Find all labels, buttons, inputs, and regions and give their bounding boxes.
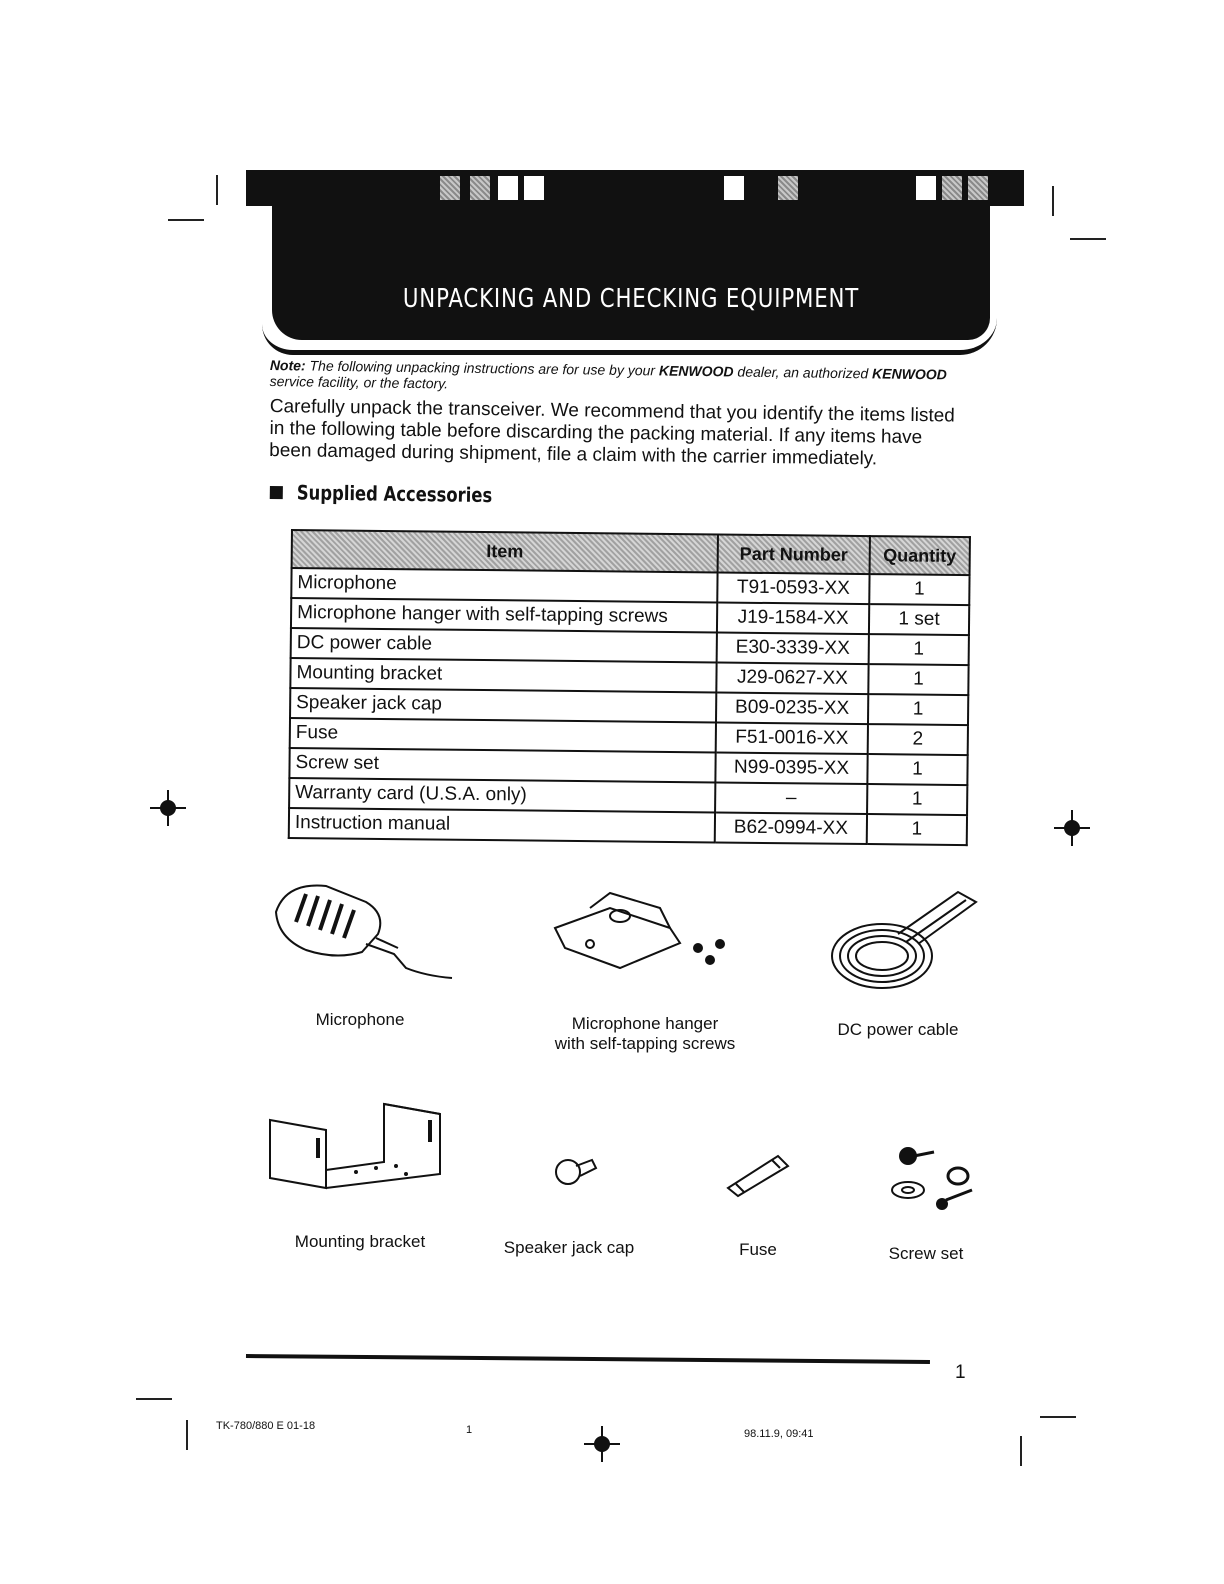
column-header-part-number: Part Number <box>718 534 870 574</box>
quantity-cell: 1 <box>868 664 968 695</box>
microphone-hanger-illustration <box>550 888 740 978</box>
brand-name: KENWOOD <box>658 362 734 380</box>
note-paragraph <box>270 357 960 399</box>
registration-mark-icon <box>1054 810 1090 846</box>
print-timestamp: 98.11.9, 09:41 <box>744 1428 814 1440</box>
item-cell: Speaker jack cap <box>290 688 716 722</box>
quantity-cell: 1 <box>869 574 969 605</box>
sheet-number: 1 <box>466 1424 473 1436</box>
dc-power-cable-illustration <box>828 884 978 996</box>
part-number-cell: F51-0016-XX <box>716 722 868 754</box>
item-cell: Instruction manual <box>289 808 715 842</box>
figure-caption-jack-cap: Speaker jack cap <box>503 1238 635 1257</box>
note-text: dealer, an authorized <box>733 363 873 382</box>
registration-mark-icon <box>584 1426 620 1462</box>
crop-mark <box>1070 238 1106 240</box>
mounting-bracket-illustration <box>266 1094 448 1202</box>
caption-line: with self-tapping screws <box>554 1034 736 1053</box>
part-number-cell: J29-0627-XX <box>716 662 868 694</box>
accessories-table-wrapper <box>288 529 971 846</box>
microphone-illustration <box>266 872 456 982</box>
note-text: service facility, or the factory. <box>269 372 449 392</box>
figure-caption-hanger <box>530 1014 760 1054</box>
figure-caption-microphone: Microphone <box>315 1010 405 1029</box>
color-bar-swatch <box>498 176 518 200</box>
part-number-cell: J19-1584-XX <box>717 602 869 634</box>
brand-name: KENWOOD <box>872 365 947 383</box>
part-number-cell: B09-0235-XX <box>716 692 868 724</box>
part-number-cell: N99-0395-XX <box>715 752 867 784</box>
quantity-cell: 1 <box>867 754 967 785</box>
header-banner-underline <box>262 318 997 355</box>
figure-caption-bracket: Mounting bracket <box>294 1232 426 1251</box>
registration-mark-icon <box>150 790 186 826</box>
section-title: Supplied Accessories <box>296 480 493 508</box>
quantity-cell: 1 <box>867 784 967 815</box>
color-bar-swatch <box>916 176 936 200</box>
figure-caption-screw-set: Screw set <box>888 1244 964 1263</box>
doc-code: TK-780/880 E 01-18 <box>216 1420 316 1432</box>
color-bar-swatch <box>470 176 490 200</box>
item-cell: Warranty card (U.S.A. only) <box>289 778 715 812</box>
part-number-cell: T91-0593-XX <box>717 572 869 604</box>
intro-paragraph: Carefully unpack the transceiver. We recommend that you identify the items listed in the following table before discarding the packing material. If any items have been damaged during shipment, file a claim with the carrier immediately. <box>269 396 955 470</box>
quantity-cell: 1 <box>867 814 967 845</box>
column-header-quantity: Quantity <box>870 536 970 575</box>
note-text: The following unpacking instructions are for use by your <box>305 357 660 379</box>
crop-mark <box>1052 186 1054 216</box>
color-bar-swatch <box>942 176 962 200</box>
quantity-cell: 1 <box>868 694 968 725</box>
column-header-item: Item <box>292 530 718 572</box>
quantity-cell: 1 set <box>869 604 969 635</box>
page-number: 1 <box>955 1362 966 1383</box>
part-number-cell: E30-3339-XX <box>717 632 869 664</box>
crop-mark <box>186 1420 188 1450</box>
quantity-cell: 1 <box>869 634 969 665</box>
section-heading <box>270 480 536 508</box>
color-bar-swatch <box>524 176 544 200</box>
table-row <box>289 808 967 845</box>
item-cell: Microphone <box>291 568 717 602</box>
item-cell: DC power cable <box>291 628 717 662</box>
square-bullet-icon <box>270 485 283 498</box>
item-cell: Fuse <box>290 718 716 752</box>
item-cell: Mounting bracket <box>290 658 716 692</box>
caption-line: Microphone hanger <box>571 1014 719 1033</box>
crop-mark <box>1020 1436 1022 1466</box>
item-cell: Microphone hanger with self-tapping screws <box>291 598 717 632</box>
figure-caption-fuse: Fuse <box>739 1240 777 1259</box>
figure-caption-dc-cable: DC power cable <box>837 1020 959 1039</box>
color-bar-swatch <box>440 176 460 200</box>
part-number-cell: B62-0994-XX <box>715 812 867 844</box>
page-title: UNPACKING AND CHECKING EQUIPMENT <box>402 284 860 314</box>
color-bar-swatch <box>778 176 798 200</box>
item-cell: Screw set <box>289 748 715 782</box>
color-bar-swatch <box>968 176 988 200</box>
footer-rule <box>246 1354 930 1364</box>
crop-mark <box>136 1398 172 1400</box>
crop-mark <box>216 175 218 205</box>
crop-mark <box>1040 1416 1076 1418</box>
part-number-cell: – <box>715 782 867 814</box>
color-bar-swatch <box>724 176 744 200</box>
fuse-illustration <box>722 1150 794 1198</box>
screw-set-illustration <box>884 1140 976 1216</box>
accessories-table <box>288 529 971 846</box>
crop-mark <box>168 219 204 221</box>
quantity-cell: 2 <box>868 724 968 755</box>
note-label: Note: <box>269 357 306 374</box>
speaker-jack-cap-illustration <box>552 1154 598 1190</box>
